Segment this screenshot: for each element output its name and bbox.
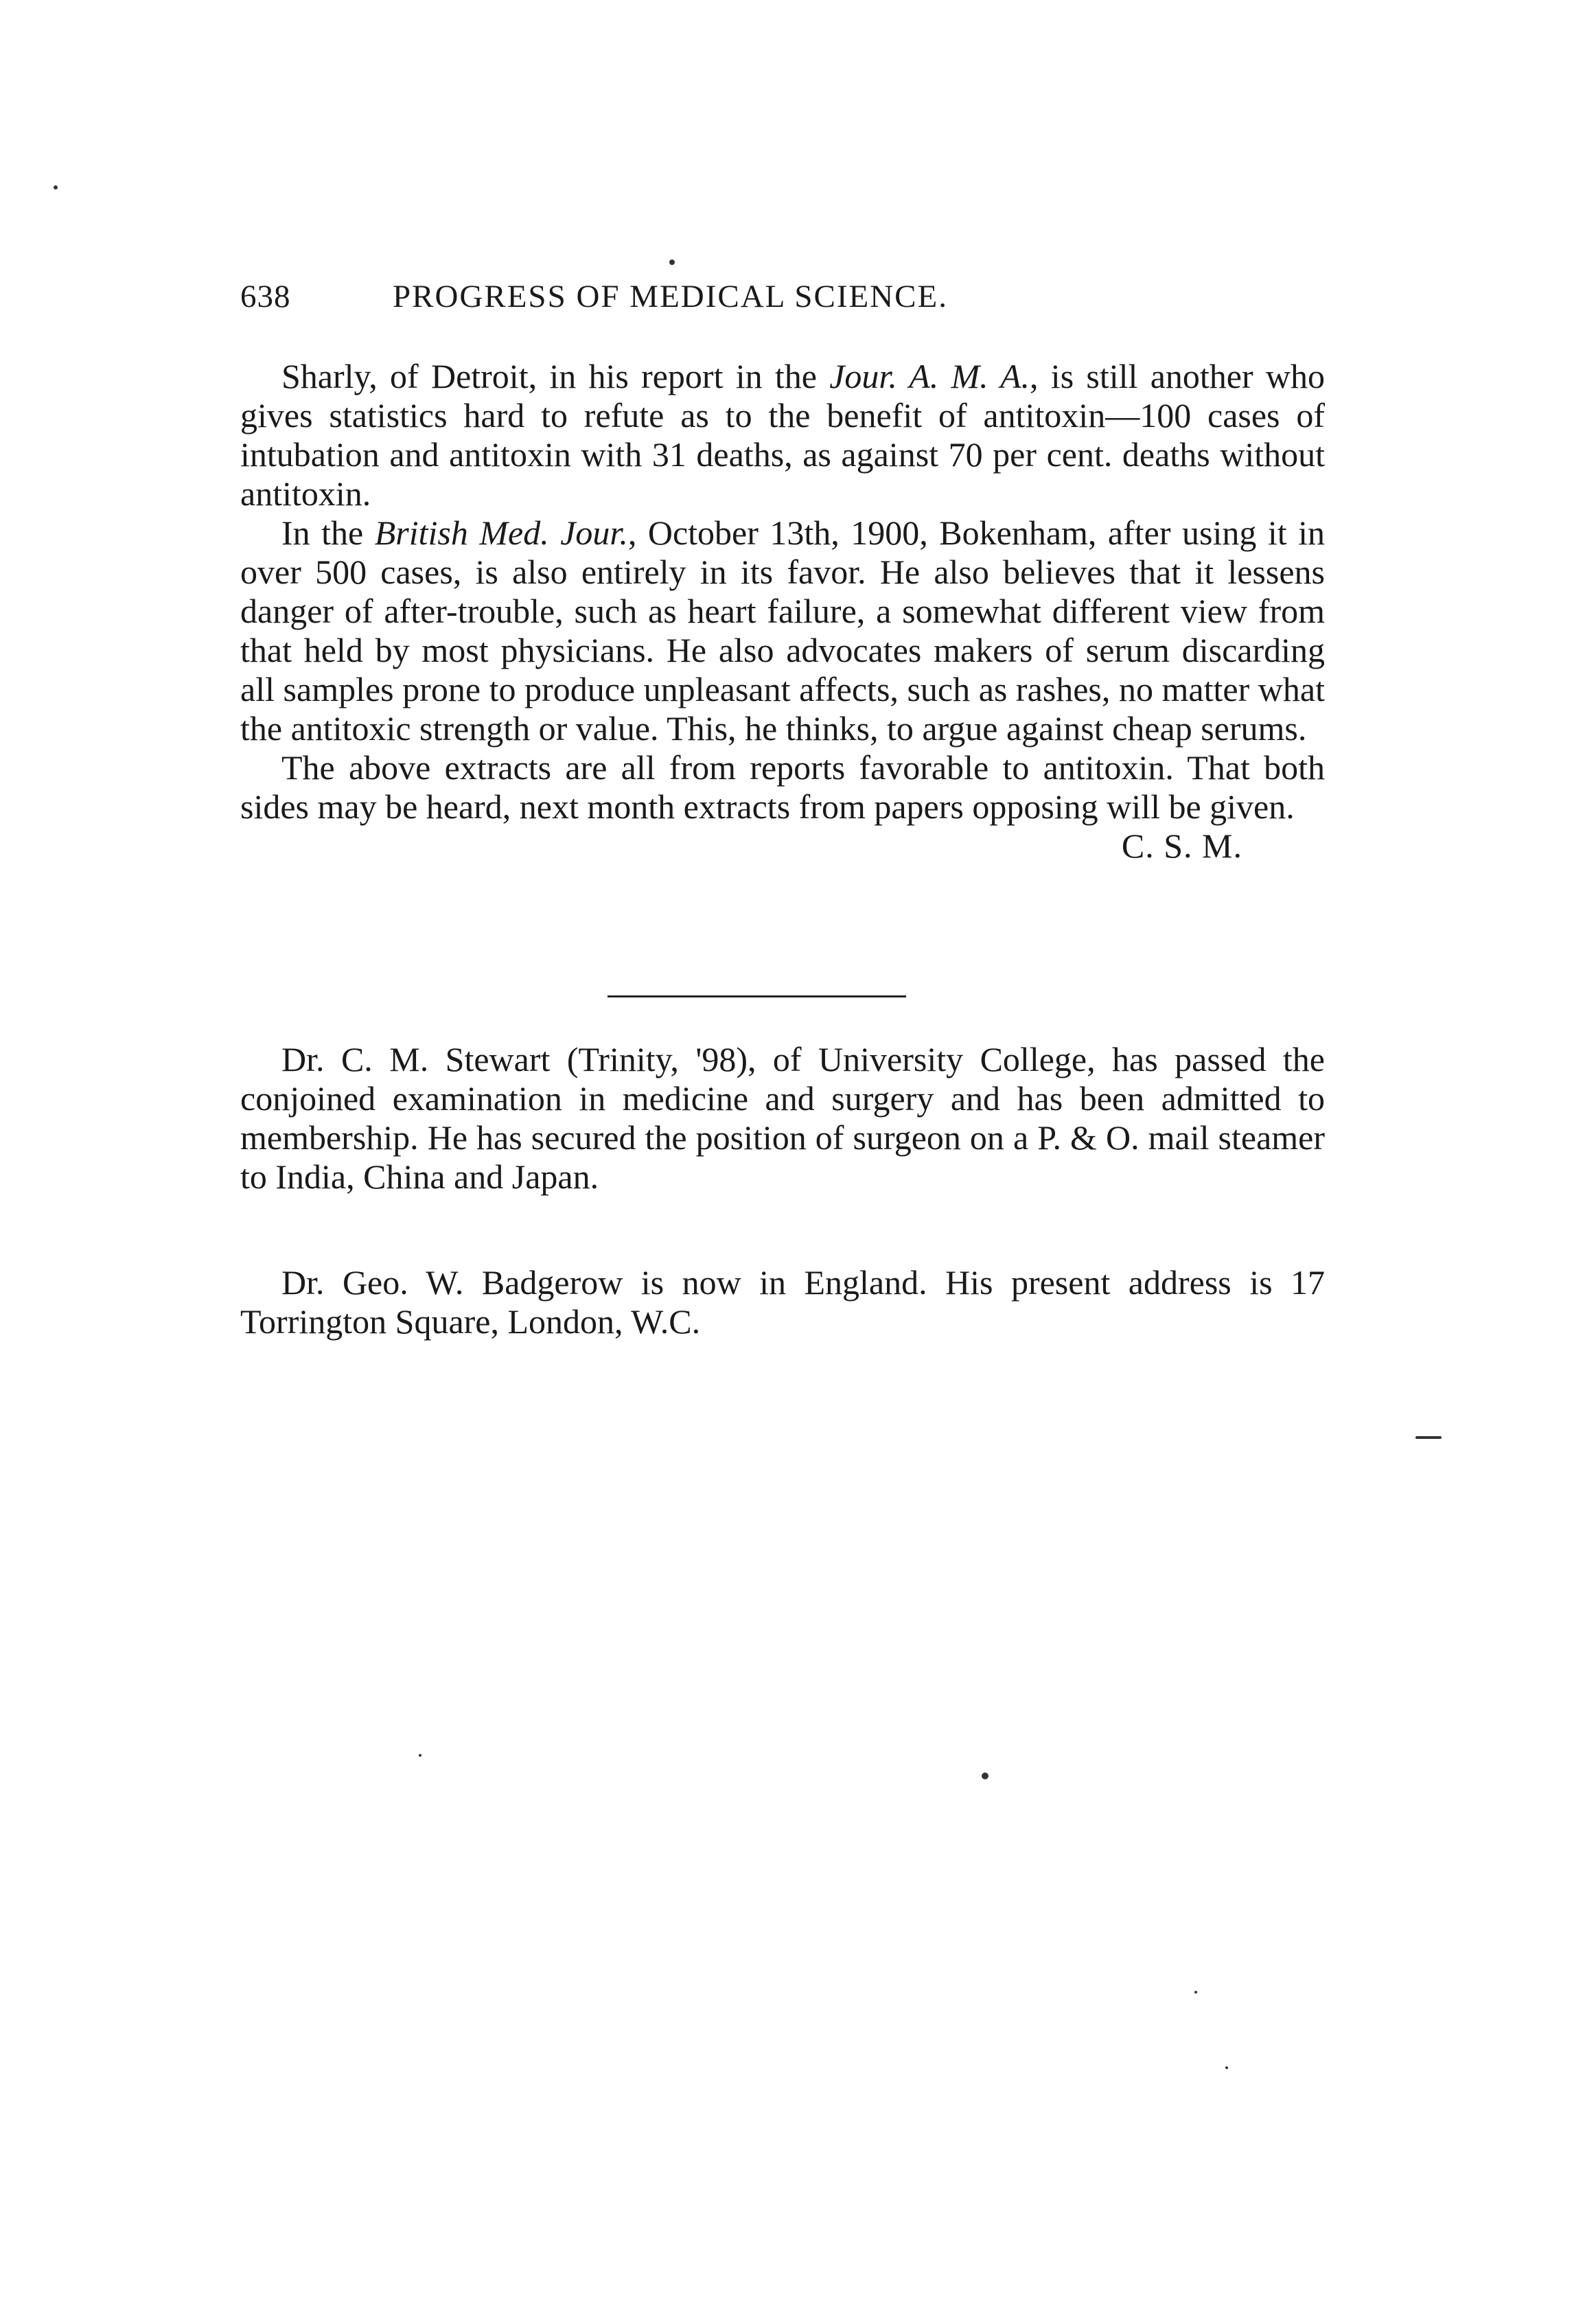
- article-body: [240, 357, 1325, 866]
- page-header: [240, 278, 1325, 319]
- signature-line: [240, 827, 1325, 866]
- scan-speck: [669, 259, 675, 265]
- running-head: PROGRESS OF MEDICAL SCIENCE.: [393, 279, 948, 314]
- journal-title: British Med. Jour.: [374, 513, 628, 552]
- scan-speck: [982, 1773, 988, 1779]
- author-signature: C. S. M.: [1121, 827, 1242, 865]
- journal-title: Jour. A. M. A.: [829, 357, 1030, 395]
- article-paragraph-1: Sharly, of Detroit, in his report in the Jour. A. M. A., is still another who gives statistics hard to refute as to the benefit of antitoxin—100 cases of intubation and antitoxin with 31 deaths, as against 70 per cent. deaths without antitoxin.: [240, 357, 1325, 513]
- page-number: 638: [240, 279, 291, 314]
- article-paragraph-3: The above extracts are all from reports favorable to antitoxin. That both sides may be heard, next month extracts from papers opposing will be given.: [240, 748, 1325, 826]
- scan-speck: [419, 1754, 421, 1757]
- note-paragraph: Dr. Geo. W. Badgerow is now in England. His present address is 17 Torrington Square, London, W.C.: [240, 1263, 1325, 1341]
- scan-speck: [54, 185, 58, 189]
- section-divider: [608, 995, 906, 997]
- scan-speck: [1415, 1436, 1442, 1439]
- scan-speck: [1194, 1991, 1197, 1994]
- news-note-badgerow: [240, 1263, 1325, 1341]
- article-paragraph-2: In the British Med. Jour., October 13th, 1900, Bokenham, after using it in over 500 cases, is also entirely in its favor. He also believes that it lessens danger of after-trouble, such as heart failure, a somewhat different view from that held by most physicians. He also advocates makers of serum discarding all samples prone to produce unpleasant affects, such as rashes, no matter what the antitoxic strength or value. This, he thinks, to argue against cheap serums.: [240, 513, 1326, 748]
- news-note-stewart: [240, 1040, 1325, 1197]
- scan-speck: [1225, 2066, 1228, 2069]
- note-paragraph: Dr. C. M. Stewart (Trinity, '98), of University College, has passed the conjoined examination in medicine and surgery and has been admitted to membership. He has secured the position of surgeon on a P. & O. mail steamer to India, China and Japan.: [240, 1040, 1325, 1196]
